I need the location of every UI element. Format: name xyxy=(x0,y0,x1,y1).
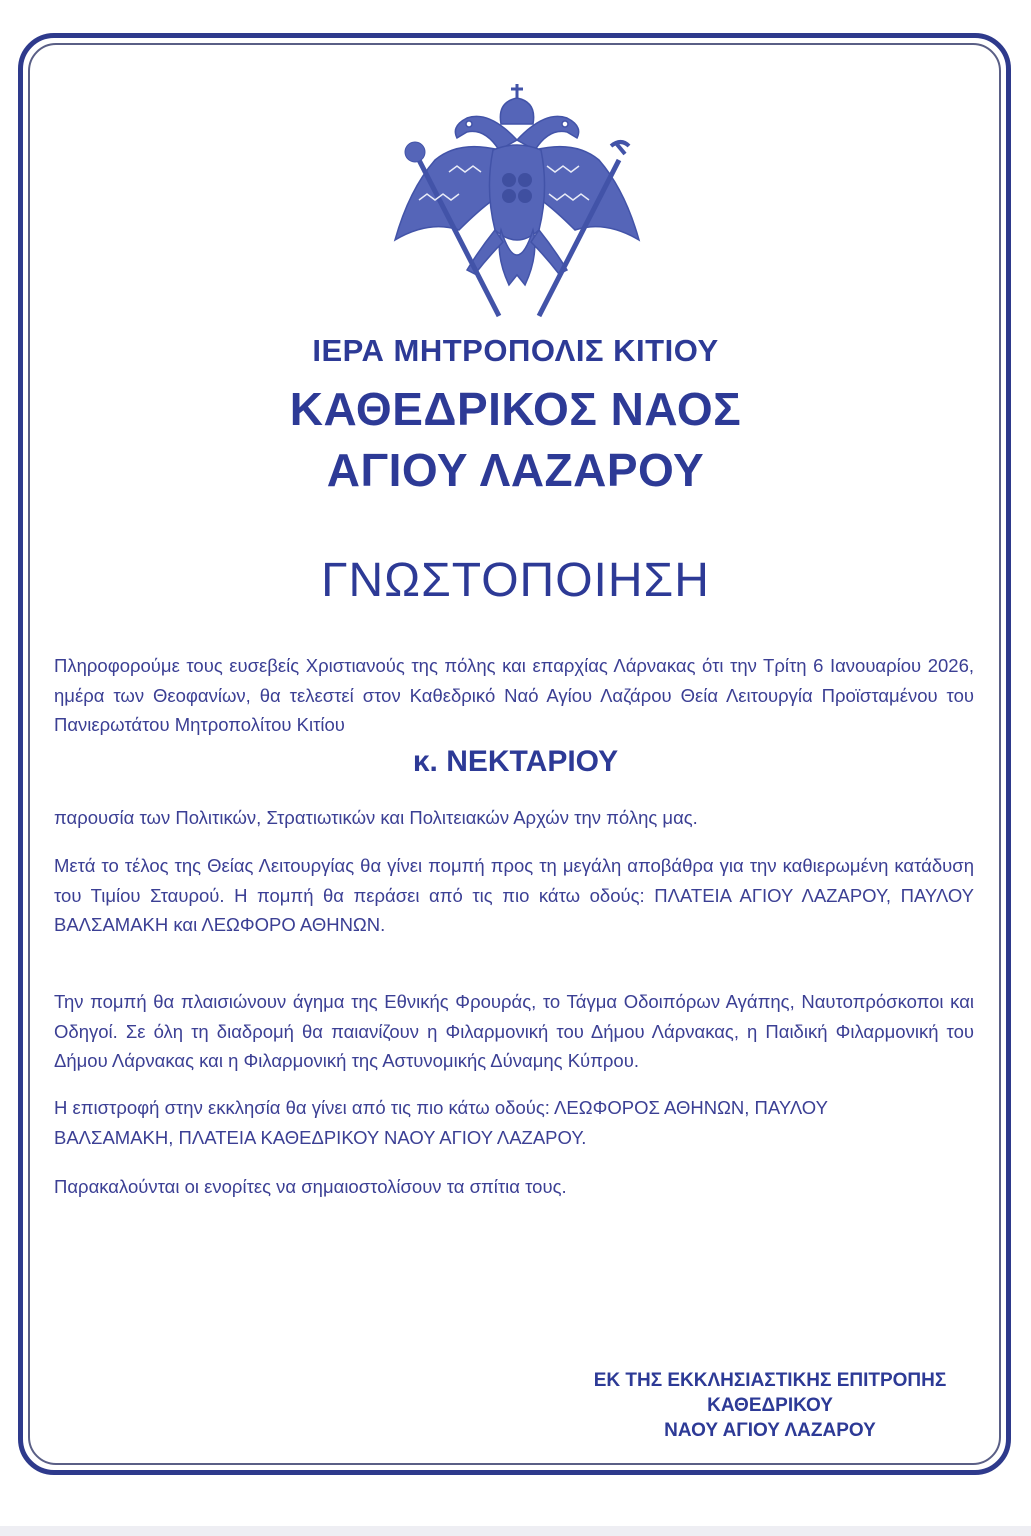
return-route-line1: Η επιστροφή στην εκκλησία θα γίνει από τις πιο κάτω οδούς: ΛΕΩΦΟΡΟΣ ΑΘΗΝΩΝ, ΠΑΥΛΟΥ xyxy=(54,1097,828,1118)
signature-block xyxy=(560,1368,980,1443)
signature-line2: ΚΑΘΕΔΡΙΚΟΥ xyxy=(707,1395,833,1416)
bottom-strip xyxy=(0,1526,1031,1536)
notice-title: ΓΝΩΣΤΟΠΟΙΗΣΗ xyxy=(321,554,710,607)
cathedral-heading: ΚΑΘΕΔΡΙΚΟΣ ΝΑΟΣ xyxy=(289,383,742,435)
paragraph-return-route xyxy=(54,1093,974,1152)
paragraph-procession: Μετά το τέλος της Θείας Λειτουργίας θα γίνει πομπή προς τη μεγάλη αποβάθρα για την καθιερωμένη κατάδυση του Τιμίου Σταυρού. Η πομπή θα περάσει από τις πιο κάτω οδούς: ΠΛΑΤΕΙΑ ΑΓΙΟΥ ΛΑΖΑΡΟΥ, ΠΑΥΛΟΥ ΒΑΛΣΑΜΑΚΗ και ΛΕΩΦΟΡΟ ΑΘΗΝΩΝ. xyxy=(54,855,974,935)
paragraph-authorities: παρουσία των Πολιτικών, Στρατιωτικών και Πολιτειακών Αρχών την πόλης μας. xyxy=(54,807,698,828)
paragraph-flags-request: Παρακαλούνται οι ενορίτες να σημαιοστολίσουν τα σπίτια τους. xyxy=(54,1176,567,1197)
paragraph-liturgy: Πληροφορούμε τους ευσεβείς Χριστιανούς της πόλης και επαρχίας Λάρνακας ότι την Τρίτη 6 Ιανουαρίου 2026, ημέρα των Θεοφανίων, θα τελεστεί στον Καθεδρικό Ναό Αγίου Λαζάρου Θεία Λειτουργία Προϊσταμένου του Πανιερωτάτου Μητροπολίτου Κιτίου xyxy=(54,655,974,735)
metropolitan-name: κ. ΝΕΚΤΑΡΙΟΥ xyxy=(412,745,619,778)
paragraph-participants: Την πομπή θα πλαισιώνουν άγημα της Εθνικής Φρουράς, το Τάγμα Οδοιπόρων Αγάπης, Ναυτοπρόσκοποι και Οδηγοί. Σε όλη τη διαδρομή θα παιανίζουν η Φιλαρμονική του Δήμου Λάρνακας, η Παιδική Φιλαρμονική του Δήμου Λάρνακας και η Φιλαρμονική της Αστυνομικής Δύναμης Κύπρου. xyxy=(54,991,974,1071)
saint-lazarus-heading: ΑΓΙΟΥ ΛΑΖΑΡΟΥ xyxy=(326,444,705,496)
double-headed-eagle-icon xyxy=(389,80,645,320)
return-route-line2: ΒΑΛΣΑΜΑΚΗ, ΠΛΑΤΕΙΑ ΚΑΘΕΔΡΙΚΟΥ ΝΑΟΥ ΑΓΙΟΥ ΛΑΖΑΡΟΥ. xyxy=(54,1126,587,1148)
metropolis-heading: ΙΕΡΑ ΜΗΤΡΟΠΟΛΙΣ ΚΙΤΙΟΥ xyxy=(312,333,719,368)
signature-line3: ΝΑΟΥ ΑΓΙΟΥ ΛΑΖΑΡΟΥ xyxy=(664,1420,876,1441)
signature-line1: ΕΚ ΤΗΣ ΕΚΚΛΗΣΙΑΣΤΙΚΗΣ ΕΠΙΤΡΟΠΗΣ xyxy=(593,1370,947,1391)
